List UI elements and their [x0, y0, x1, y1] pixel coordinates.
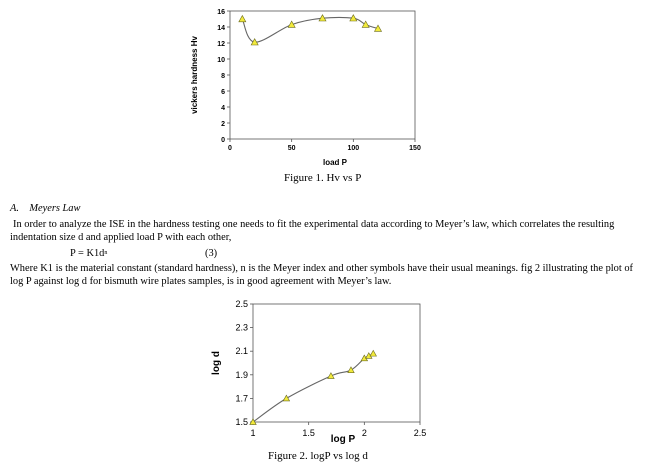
x-tick-label: 150 — [409, 145, 421, 152]
x-axis-label: load P — [322, 158, 348, 167]
data-point — [283, 395, 289, 401]
y-tick-label: 2.5 — [235, 299, 248, 309]
plot-frame — [230, 11, 415, 139]
section-heading — [10, 203, 80, 214]
x-tick-label: 2 — [361, 428, 367, 438]
x-tick-label: 2.5 — [413, 428, 427, 438]
y-axis-label: log d — [211, 351, 222, 375]
paragraph-2: Where K1 is the material constant (standard hardness), n is the Meyer index and other symbols have their usual meanings. fig 2 illustrating the plot of log P against log d for bismuth wire plates samples, is in good agreement with Meyer’s law. — [10, 263, 633, 287]
y-tick-label: 6 — [221, 89, 225, 96]
equation-line — [70, 248, 107, 259]
x-tick-label: 1 — [250, 428, 256, 438]
paragraph-1: In order to analyze the ISE in the hardness testing one needs to fit the experimental data according to Meyer’s law, which correlates the resulting indentation size d and applied load P with each other, — [10, 219, 615, 243]
data-point — [370, 350, 376, 356]
x-tick-label: 50 — [287, 145, 296, 152]
series-line — [242, 17, 378, 42]
y-tick-label: 16 — [217, 9, 225, 16]
x-tick-label: 1.5 — [302, 428, 315, 438]
y-tick-label: 12 — [217, 41, 225, 48]
y-tick-label: 1.7 — [235, 393, 248, 404]
figure-2-chart — [205, 296, 445, 448]
y-tick-label: 2.1 — [235, 346, 248, 357]
x-tick-label: 0 — [228, 145, 232, 152]
y-tick-label: 1.9 — [235, 369, 248, 380]
figure-2-caption: Figure 2. logP vs log d — [268, 450, 368, 462]
section-number: A. — [10, 203, 19, 214]
y-tick-label: 0 — [221, 137, 225, 144]
equation: P = K1d — [70, 248, 105, 259]
y-tick-label: 2.3 — [235, 322, 248, 333]
y-tick-label: 10 — [217, 57, 225, 64]
section-title: Meyers Law — [29, 203, 81, 214]
y-axis-label: vickers hardness Hv — [190, 36, 199, 114]
y-tick-label: 4 — [221, 105, 225, 112]
y-tick-label: 8 — [221, 73, 225, 80]
data-point — [239, 16, 246, 22]
data-point — [328, 373, 334, 379]
series-line — [253, 354, 373, 422]
equation-exponent: n — [104, 250, 108, 256]
data-point — [362, 21, 369, 27]
y-tick-label: 2 — [221, 121, 225, 128]
equation-number: (3) — [205, 248, 218, 259]
figure-1-chart — [185, 0, 455, 170]
data-point — [348, 367, 354, 373]
figure-1-caption: Figure 1. Hv vs P — [284, 172, 362, 184]
x-tick-label: 100 — [347, 145, 360, 152]
y-tick-label: 1.5 — [235, 417, 248, 427]
y-tick-label: 14 — [217, 25, 225, 32]
x-axis-label: log P — [330, 434, 356, 445]
